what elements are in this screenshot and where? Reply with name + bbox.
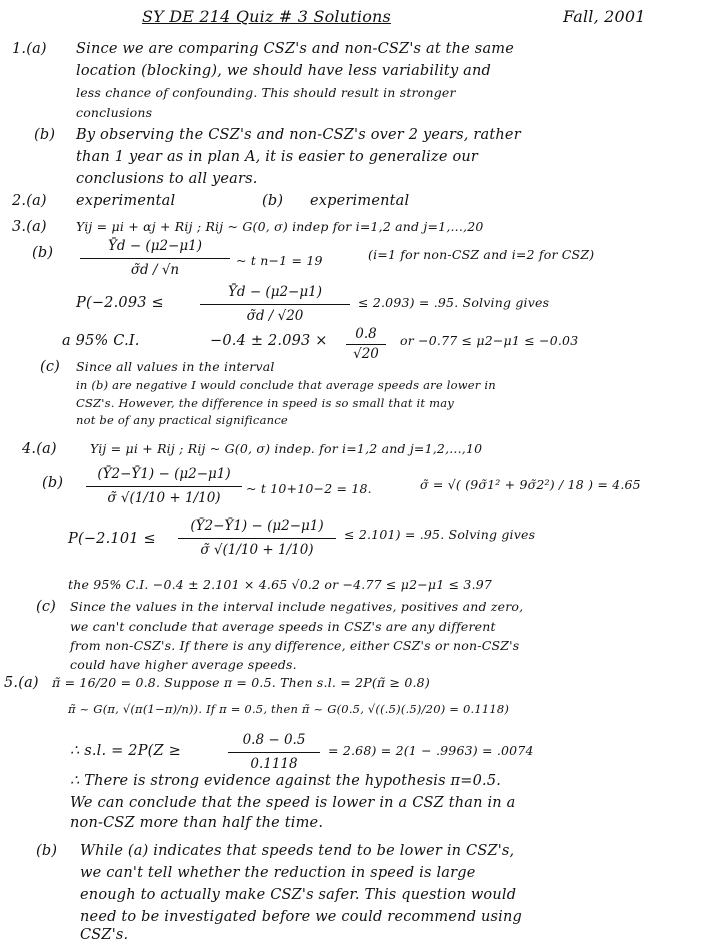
q1b-line-3: conclusions to all years.: [76, 171, 258, 187]
q5b-line-1: While (a) indicates that speeds tend to be lower in CSZ's,: [80, 843, 515, 859]
q3b-note: (i=1 for non-CSZ and i=2 for CSZ): [368, 247, 595, 262]
q2a-label: 2.(a): [12, 193, 47, 209]
q4c-label: (c): [36, 599, 57, 615]
q4b-distribution: ~ t 10+10−2 = 18.: [246, 481, 372, 496]
q3b-ci-expression: −0.4 ± 2.093 ×: [210, 333, 328, 349]
q3c-label: (c): [40, 359, 61, 375]
q3a-model: Yij = μi + αj + Rij ; Rij ~ G(0, σ) indep for i=1,2 and j=1,...,20: [76, 219, 484, 234]
q5a-line-3-right: = 2.68) = 2(1 − .9963) = .0074: [328, 743, 534, 758]
q4c-line-3: from non-CSZ's. If there is any difference, either CSZ's or non-CSZ's: [70, 638, 520, 653]
q3b-prob-left: P(−2.093 ≤: [76, 295, 164, 311]
q5a-z-numerator: 0.8 − 0.5: [242, 732, 306, 748]
q4b-prob-right: ≤ 2.101) = .95. Solving gives: [344, 527, 536, 542]
q5a-line-1: π̃ = 16/20 = 0.8. Suppose π = 0.5. Then s.l. = 2P(π̃ ≥ 0.8): [52, 675, 430, 690]
q1b-line-2: than 1 year as in plan A, it is easier to generalize our: [76, 149, 479, 165]
q4b-fraction-numerator: (Ȳ2−Ȳ1) − (μ2−μ1): [97, 466, 231, 482]
q5a-z-denominator: 0.1118: [250, 756, 298, 772]
q5a-conclusion-1: ∴ There is strong evidence against the hypothesis π=0.5.: [70, 773, 502, 789]
q5a-line-3-left: ∴ s.l. = 2P(Z ≥: [70, 743, 181, 759]
q5b-line-4: need to be investigated before we could recommend using: [80, 909, 523, 925]
q4b-prob-bar: [178, 538, 336, 539]
q5a-z-bar: [228, 752, 320, 753]
page-title: SY DE 214 Quiz # 3 Solutions: [142, 7, 391, 26]
q4a-model: Yij = μi + Rij ; Rij ~ G(0, σ) indep. for i=1,2 and j=1,2,...,10: [90, 441, 483, 456]
q5a-label: 5.(a): [4, 675, 39, 691]
q4b-ci: the 95% C.I. −0.4 ± 2.101 × 4.65 √0.2 or −4.77 ≤ μ2−μ1 ≤ 3.97: [68, 577, 493, 592]
q1b-line-1: By observing the CSZ's and non-CSZ's over 2 years, rather: [76, 127, 521, 143]
q1a-line-3: less chance of confounding. This should result in stronger: [76, 85, 456, 100]
q3a-label: 3.(a): [12, 219, 47, 235]
q5b-line-3: enough to actually make CSZ's safer. This question would: [80, 887, 517, 903]
q1a-line-2: location (blocking), we should have less variability and: [76, 63, 492, 79]
q3b-ci-numerator: 0.8: [355, 326, 377, 342]
q3b-label: (b): [32, 245, 54, 261]
q4b-pooled-sigma: σ̃ = √( (9σ̃1² + 9σ̃2²) / 18 ) = 4.65: [420, 477, 641, 492]
q3b-prob-right: ≤ 2.093) = .95. Solving gives: [358, 295, 550, 310]
q3c-line-1: Since all values in the interval: [76, 359, 275, 374]
q4b-label: (b): [42, 475, 64, 491]
q3b-ci-bar: [346, 344, 386, 345]
q4b-fraction-denominator: σ̃ √(1/10 + 1/10): [107, 490, 221, 506]
q5a-conclusion-3: non-CSZ more than half the time.: [70, 815, 324, 831]
q2b-label: (b): [262, 193, 284, 209]
q1a-line-1: Since we are comparing CSZ's and non-CSZ's at the same: [76, 41, 515, 57]
term-label: Fall, 2001: [563, 7, 646, 26]
q3c-line-4: not be of any practical significance: [76, 413, 288, 427]
q4c-line-4: could have higher average speeds.: [70, 657, 297, 672]
q3b-ci-result: or −0.77 ≤ μ2−μ1 ≤ −0.03: [400, 333, 579, 348]
q1a-label: 1.(a): [12, 41, 47, 57]
q5b-line-2: we can't tell whether the reduction in speed is large: [80, 865, 476, 881]
q5a-conclusion-2: We can conclude that the speed is lower in a CSZ than in a: [70, 795, 516, 811]
q3b-prob-bar: [200, 304, 350, 305]
q3c-line-2: in (b) are negative I would conclude that average speeds are lower in: [76, 378, 496, 392]
q2a-answer: experimental: [76, 193, 176, 209]
q1b-label: (b): [34, 127, 56, 143]
q1a-line-4: conclusions: [76, 105, 153, 120]
q3b-ci-label: a 95% C.I.: [62, 333, 140, 349]
q4c-line-2: we can't conclude that average speeds in CSZ's are any different: [70, 619, 496, 634]
q3b-prob-denominator: σ̃d / √20: [246, 308, 304, 324]
q3c-line-3: CSZ's. However, the difference in speed is so small that it may: [76, 396, 454, 410]
q3b-prob-numerator: Ȳd − (μ2−μ1): [227, 284, 323, 300]
q3b-fraction-numerator: Ȳd − (μ2−μ1): [107, 238, 203, 254]
q4b-prob-left: P(−2.101 ≤: [68, 531, 156, 547]
q3b-distribution: ~ t n−1 = 19: [236, 253, 323, 268]
q3b-ci-denominator: √20: [353, 346, 379, 362]
q5a-line-2: π̃ ~ G(π, √(π(1−π)/n)). If π = 0.5, then π̃ ~ G(0.5, √((.5)(.5)/20) = 0.1118): [68, 702, 510, 716]
q4c-line-1: Since the values in the interval include negatives, positives and zero,: [70, 599, 524, 614]
q4b-prob-numerator: (Ȳ2−Ȳ1) − (μ2−μ1): [190, 518, 324, 534]
q3b-fraction-bar: [80, 258, 230, 259]
q2b-answer: experimental: [310, 193, 410, 209]
q5b-label: (b): [36, 843, 58, 859]
q4a-label: 4.(a): [22, 441, 57, 457]
q4b-prob-denominator: σ̃ √(1/10 + 1/10): [200, 542, 314, 558]
q5b-line-5: CSZ's.: [80, 927, 129, 943]
q3b-fraction-denominator: σ̃d / √n: [130, 262, 180, 278]
q4b-fraction-bar: [86, 486, 242, 487]
